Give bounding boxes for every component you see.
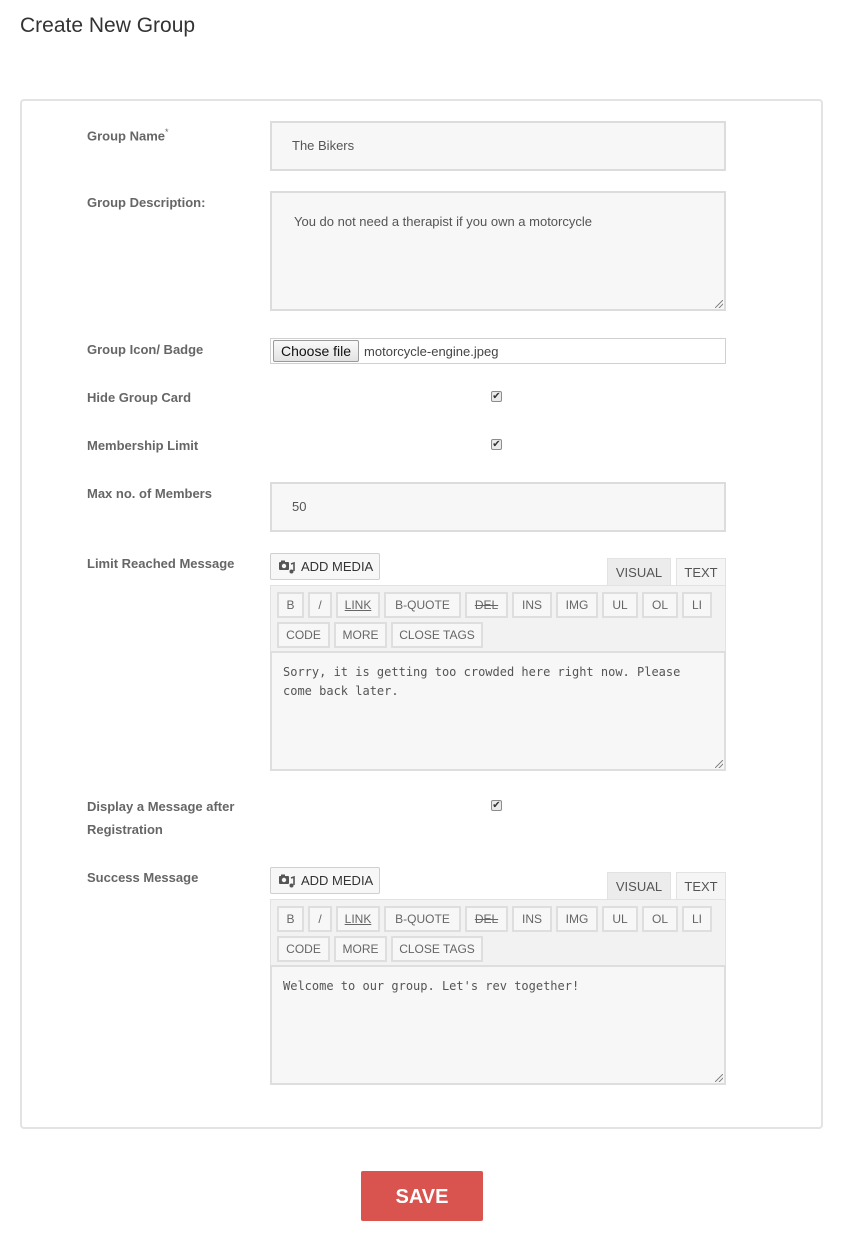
choose-file-button[interactable]: Choose file — [273, 340, 359, 362]
resize-grip-icon[interactable] — [715, 300, 723, 308]
group-description-textarea[interactable] — [270, 191, 726, 311]
tab-visual[interactable]: VISUAL — [607, 558, 671, 586]
limit-message-text: Sorry, it is getting too crowded here right now. Please come back later. — [283, 665, 681, 698]
save-button[interactable]: SAVE — [361, 1171, 483, 1221]
ol-button[interactable]: OL — [642, 592, 678, 618]
close-tags-button[interactable]: CLOSE TAGS — [391, 622, 483, 648]
bquote-button[interactable]: B-QUOTE — [384, 592, 461, 618]
success-message-text: Welcome to our group. Let's rev together! — [283, 979, 580, 993]
more-button[interactable]: MORE — [334, 622, 387, 648]
ins-button[interactable]: INS — [512, 592, 552, 618]
resize-grip-icon[interactable] — [715, 760, 723, 768]
hide-group-card-checkbox[interactable]: ✔ — [492, 391, 501, 402]
limit-message-label: Limit Reached Message — [87, 556, 235, 571]
resize-grip-icon[interactable] — [715, 1074, 723, 1082]
add-media-icon — [278, 559, 296, 575]
bquote-button[interactable]: B-QUOTE — [384, 906, 461, 932]
limit-message-editor — [270, 553, 726, 775]
group-name-input[interactable]: The Bikers — [270, 121, 726, 171]
add-media-label: ADD MEDIA — [301, 873, 374, 888]
quicktags-toolbar — [270, 585, 726, 651]
ul-button[interactable]: UL — [602, 592, 638, 618]
limit-message-textarea[interactable] — [270, 651, 726, 771]
img-button[interactable]: IMG — [556, 906, 598, 932]
group-name-label: Group Name* — [87, 127, 169, 144]
tab-text[interactable]: TEXT — [676, 558, 726, 586]
group-description-text: You do not need a therapist if you own a motorcycle — [294, 214, 592, 229]
li-button[interactable]: LI — [682, 592, 712, 618]
add-media-label: ADD MEDIA — [301, 559, 374, 574]
link-button[interactable]: LINK — [336, 906, 380, 932]
add-media-button[interactable] — [270, 553, 380, 580]
hide-group-card-label: Hide Group Card — [87, 390, 192, 405]
display-message-checkbox[interactable]: ✔ — [492, 800, 501, 811]
code-button[interactable]: CODE — [277, 622, 330, 648]
link-button[interactable]: LINK — [336, 592, 380, 618]
ol-button[interactable]: OL — [642, 906, 678, 932]
bold-button[interactable]: B — [277, 592, 304, 618]
add-media-button[interactable] — [270, 867, 380, 894]
membership-limit-checkbox[interactable]: ✔ — [492, 439, 501, 450]
del-button[interactable]: DEL — [465, 906, 508, 932]
ins-button[interactable]: INS — [512, 906, 552, 932]
success-message-label: Success Message — [87, 870, 199, 885]
close-tags-button[interactable]: CLOSE TAGS — [391, 936, 483, 962]
required-mark: * — [165, 127, 169, 137]
tab-visual[interactable]: VISUAL — [607, 872, 671, 900]
display-message-label: Display a Message after Registration — [87, 799, 235, 837]
selected-file-name: motorcycle-engine.jpeg — [364, 343, 499, 359]
group-icon-file-input[interactable] — [270, 338, 726, 364]
success-message-textarea[interactable] — [270, 965, 726, 1085]
add-media-icon — [278, 873, 296, 889]
page-title: Create New Group — [20, 14, 196, 37]
quicktags-toolbar — [270, 899, 726, 965]
more-button[interactable]: MORE — [334, 936, 387, 962]
img-button[interactable]: IMG — [556, 592, 598, 618]
success-message-editor — [270, 867, 726, 1089]
tab-text[interactable]: TEXT — [676, 872, 726, 900]
del-button[interactable]: DEL — [465, 592, 508, 618]
bold-button[interactable]: B — [277, 906, 304, 932]
italic-button[interactable]: / — [308, 906, 332, 932]
code-button[interactable]: CODE — [277, 936, 330, 962]
max-members-label: Max no. of Members — [87, 486, 212, 501]
max-members-input[interactable]: 50 — [270, 482, 726, 532]
membership-limit-label: Membership Limit — [87, 438, 199, 453]
italic-button[interactable]: / — [308, 592, 332, 618]
group-icon-label: Group Icon/ Badge — [87, 342, 204, 357]
li-button[interactable]: LI — [682, 906, 712, 932]
ul-button[interactable]: UL — [602, 906, 638, 932]
group-description-label: Group Description: — [87, 195, 206, 210]
